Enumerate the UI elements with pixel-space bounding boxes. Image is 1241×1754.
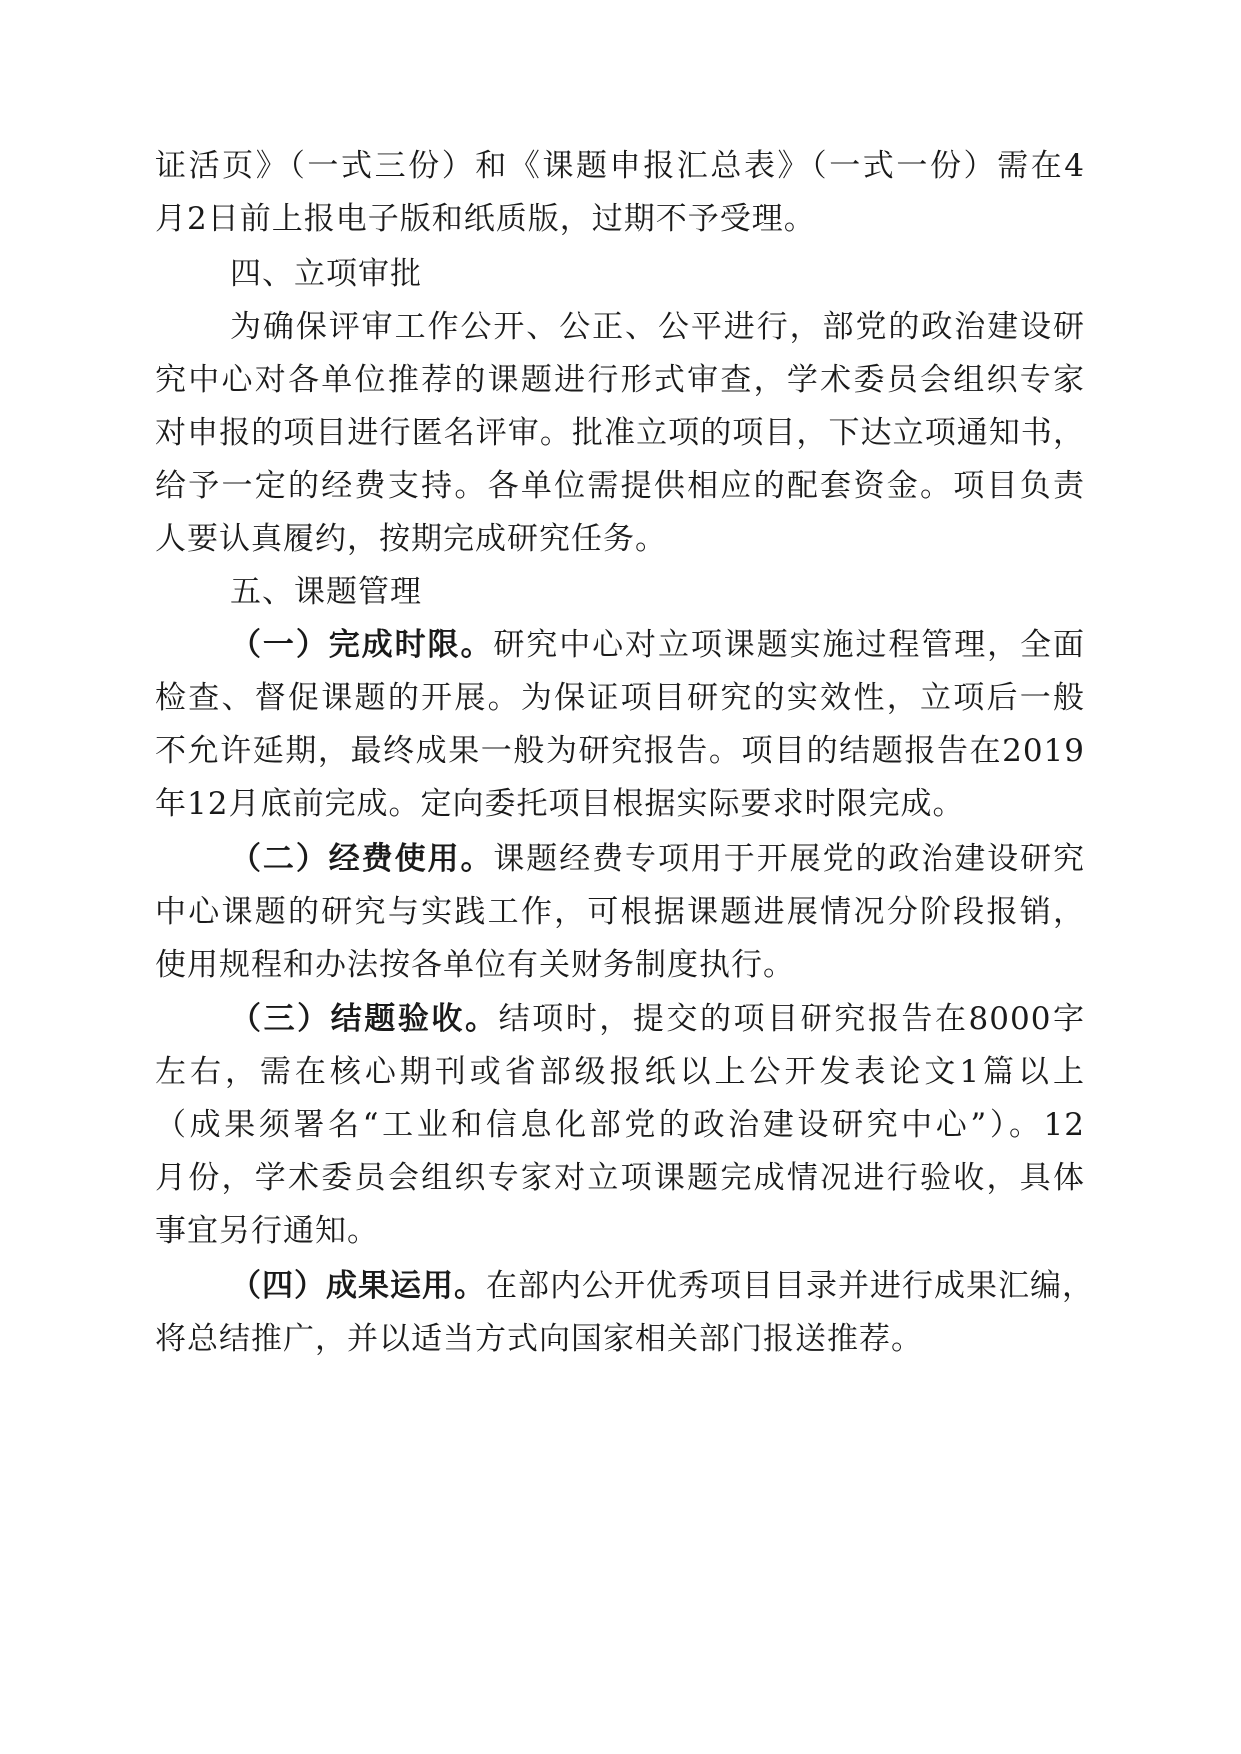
item4-text: 在部内公开优秀项目目录并进行成果汇编， [486,1268,1094,1304]
item3-text: 结项时，提交的项目研究报告在8000字 [498,1001,1085,1037]
paragraph-line: 检查、督促课题的开展。为保证项目研究的实效性，立项后一般 [155,680,1085,716]
item3-lead: （三）结题验收。 [230,1001,499,1037]
item2-lead: （二）经费使用。 [230,841,494,877]
paragraph-line: 证活页》（一式三份）和《课题申报汇总表》（一式一份）需在4 [155,148,1085,184]
paragraph-line: 年12月底前完成。定向委托项目根据实际要求时限完成。 [155,786,965,822]
paragraph-line: 不允许延期，最终成果一般为研究报告。项目的结题报告在2019 [155,733,1085,769]
paragraph-line: 将总结推广，并以适当方式向国家相关部门报送推荐。 [155,1321,923,1357]
section-heading-management: 五、课题管理 [230,574,422,610]
item2-text: 课题经费专项用于开展党的政治建设研究 [493,841,1085,877]
paragraph-line: （成果须署名“工业和信息化部党的政治建设研究中心”）。12 [155,1107,1085,1143]
item1-text: 研究中心对立项课题实施过程管理，全面 [493,627,1085,663]
item4-lead: （四）成果运用。 [230,1268,486,1304]
paragraph-line: 人要认真履约，按期完成研究任务。 [155,521,667,557]
paragraph-line: 对申报的项目进行匿名评审。批准立项的项目，下达立项通知书， [155,415,1085,451]
paragraph-line-item1 [230,616,1085,674]
paragraph-line: 给予一定的经费支持。各单位需提供相应的配套资金。项目负责 [155,468,1085,504]
paragraph-line: 事宜另行通知。 [155,1213,379,1249]
paragraph-line-item4 [230,1257,1094,1315]
paragraph-line: 究中心对各单位推荐的课题进行形式审查，学术委员会组织专家 [155,362,1085,398]
paragraph-line: 月2日前上报电子版和纸质版，过期不予受理。 [155,201,816,237]
section-heading-approval: 四、立项审批 [230,256,422,292]
paragraph-line-item2 [230,830,1085,888]
paragraph-line: 为确保评审工作公开、公正、公平进行，部党的政治建设研 [230,309,1085,345]
paragraph-line: 使用规程和办法按各单位有关财务制度执行。 [155,947,795,983]
paragraph-line: 左右，需在核心期刊或省部级报纸以上公开发表论文1篇以上 [155,1054,1085,1090]
paragraph-line: 中心课题的研究与实践工作，可根据课题进展情况分阶段报销， [155,894,1085,930]
item1-lead: （一）完成时限。 [230,627,494,663]
paragraph-line-item3 [230,990,1085,1048]
paragraph-line: 月份，学术委员会组织专家对立项课题完成情况进行验收，具体 [155,1160,1085,1196]
